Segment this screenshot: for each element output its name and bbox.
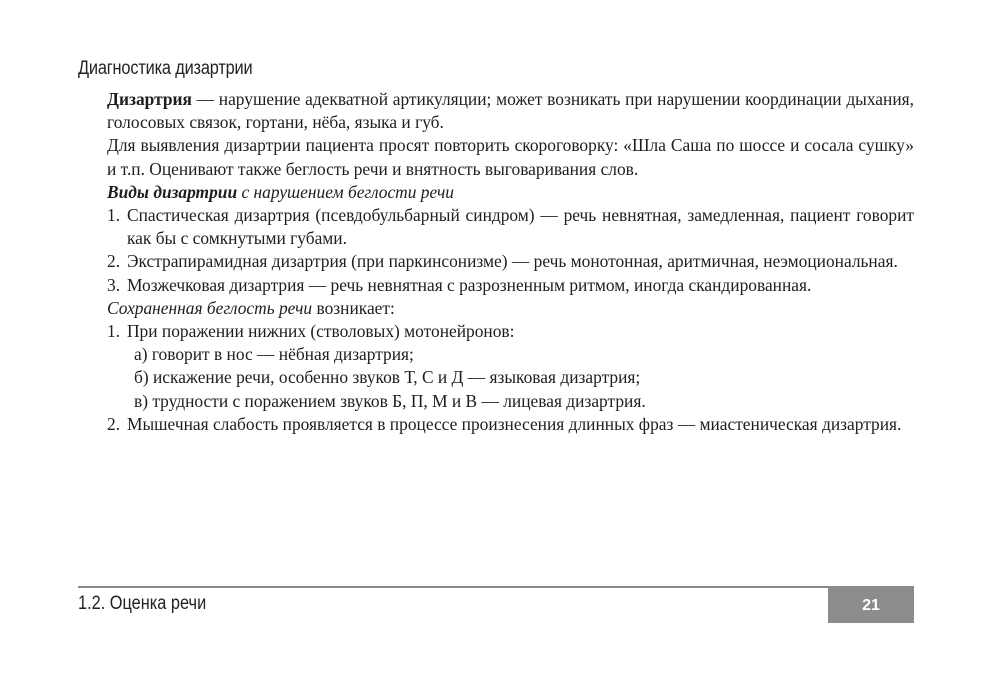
list-number: 2. <box>107 413 121 434</box>
list-item <box>107 413 914 436</box>
intro-paragraph <box>107 88 914 134</box>
list-number: 3. <box>107 274 121 295</box>
types-heading-bold: Виды дизартрии <box>107 181 238 202</box>
preserved-heading-italic: Сохраненная беглость речи <box>107 297 313 318</box>
list-item <box>107 274 914 297</box>
sub-list-item: б) искажение речи, особенно звуков Т, С и Д — языковая дизартрия; <box>134 367 641 388</box>
types-list <box>107 204 914 297</box>
footer-section-title: 1.2. Оценка речи <box>78 593 207 614</box>
diagnosis-text: Для выявления дизартрии пациента просят повторить скороговорку: «Шла Саша по шоссе и сосала сушку» и т.п. Оценивают также беглость речи и внятность выговаривания слов. <box>107 135 914 179</box>
page-number-badge <box>828 588 914 623</box>
diagnosis-paragraph <box>107 134 914 180</box>
term-dysarthria: Дизартрия <box>107 89 192 109</box>
types-heading <box>107 181 914 204</box>
footer-divider <box>78 586 914 588</box>
section-title: Диагностика дизартрии <box>78 58 253 79</box>
list-item <box>107 250 914 273</box>
types-heading-rest: с нарушением беглости речи <box>237 181 454 202</box>
sub-list-item: а) говорит в нос — нёбная дизартрия; <box>134 344 414 365</box>
list-number: 1. <box>107 205 121 226</box>
list-text: При поражении нижних (стволовых) мотонейронов: <box>127 321 515 342</box>
list-item <box>107 320 914 343</box>
list-text: Спастическая дизартрия (псевдобульбарный синдром) — речь невнятная, замедленная, пациент говорит как бы с сомкнутыми губами. <box>127 205 914 249</box>
list-number: 1. <box>107 321 121 342</box>
page-number: 21 <box>862 596 880 614</box>
list-text: Мозжечковая дизартрия — речь невнятная с разрозненным ритмом, иногда скандированная. <box>127 274 812 295</box>
preserved-heading <box>107 297 914 320</box>
preserved-list <box>107 320 914 436</box>
list-text: Экстрапирамидная дизартрия (при паркинсонизме) — речь монотонная, аритмичная, неэмоциональная. <box>127 251 898 272</box>
term-definition: — нарушение адекватной артикуляции; может возникать при нарушении координации дыхания, голосовых связок, гортани, нёба, языка и губ. <box>107 89 914 133</box>
sub-list-item: в) трудности с поражением звуков Б, П, М и В — лицевая дизартрия. <box>134 390 646 411</box>
list-number: 2. <box>107 251 121 272</box>
body-text <box>107 88 914 436</box>
preserved-heading-rest: возникает: <box>312 297 395 318</box>
list-item <box>107 204 914 250</box>
list-text: Мышечная слабость проявляется в процессе произнесения длинных фраз — миастеническая дизартрия. <box>127 413 902 434</box>
